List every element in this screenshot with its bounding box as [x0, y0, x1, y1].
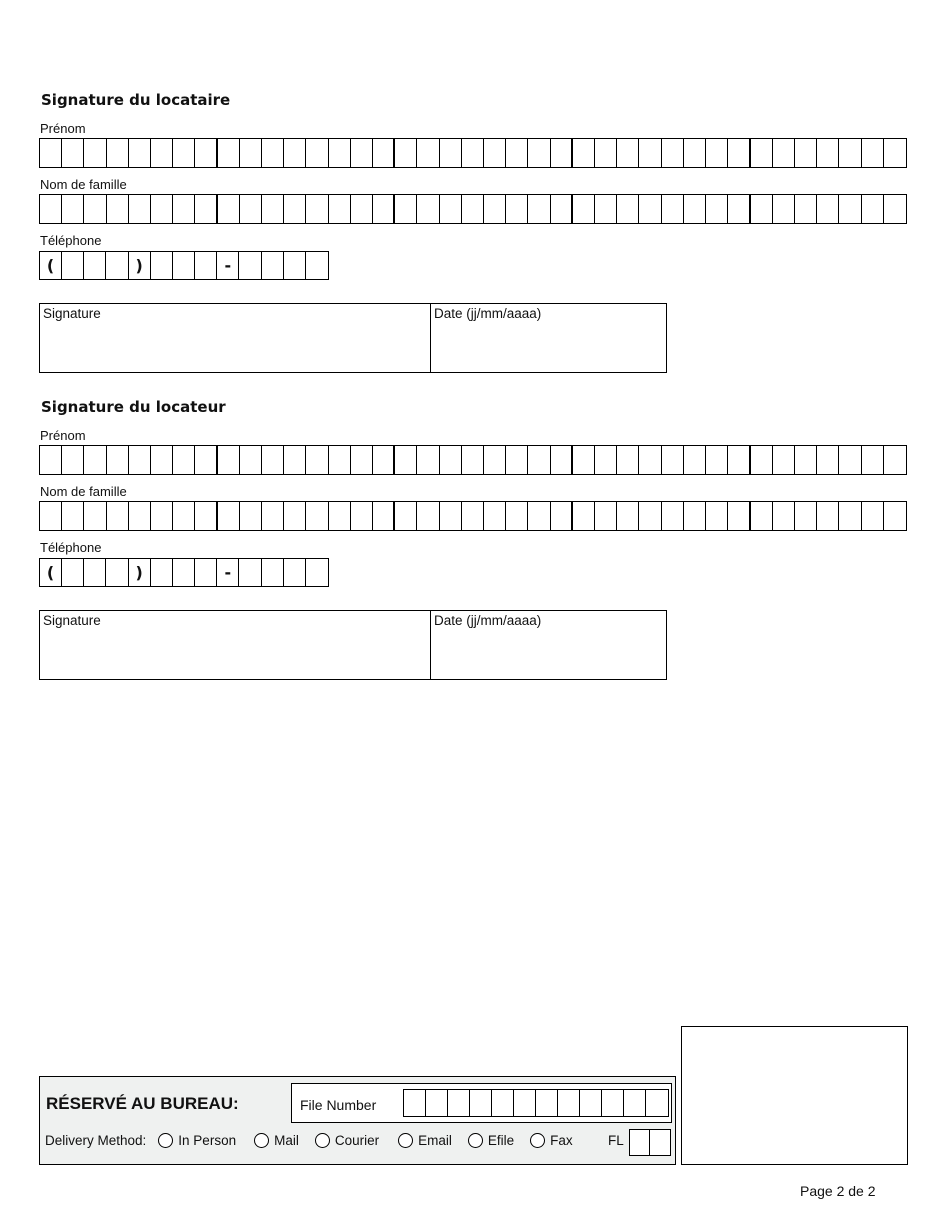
char-cell[interactable]	[62, 195, 84, 223]
char-cell[interactable]	[706, 139, 728, 167]
char-cell[interactable]	[373, 502, 395, 530]
char-cell[interactable]	[884, 195, 906, 223]
tenant-last-name-label: Nom de famille	[40, 177, 127, 192]
delivery-option-in-person[interactable]	[158, 1133, 236, 1148]
char-cell[interactable]	[417, 195, 439, 223]
char-cell[interactable]	[551, 502, 573, 530]
phone-digit-cell[interactable]	[62, 252, 84, 279]
char-cell[interactable]	[40, 139, 62, 167]
phone-digit-cell[interactable]	[106, 252, 128, 279]
landlord-last-name-field[interactable]	[39, 501, 907, 531]
delivery-option-mail[interactable]	[254, 1133, 299, 1148]
char-cell[interactable]	[218, 446, 240, 474]
phone-digit-cell[interactable]	[151, 252, 173, 279]
option-label: Efile	[487, 1133, 515, 1148]
signature-label: Signature	[43, 306, 101, 321]
char-cell[interactable]	[84, 139, 106, 167]
file-number-field[interactable]	[403, 1089, 669, 1117]
char-cell[interactable]	[84, 502, 106, 530]
char-cell[interactable]	[240, 195, 262, 223]
landlord-signature-field[interactable]	[40, 611, 431, 679]
file-number-cell[interactable]	[470, 1090, 492, 1116]
radio-icon[interactable]	[158, 1133, 173, 1148]
file-number-cell[interactable]	[426, 1090, 448, 1116]
char-cell[interactable]	[728, 195, 750, 223]
char-cell[interactable]	[40, 502, 62, 530]
delivery-option-fax[interactable]	[530, 1133, 573, 1148]
option-label: Fax	[550, 1133, 573, 1148]
phone-digit-cell[interactable]	[284, 559, 306, 586]
char-cell[interactable]	[884, 502, 906, 530]
fl-cell[interactable]	[650, 1130, 670, 1155]
char-cell[interactable]	[62, 139, 84, 167]
char-cell[interactable]	[595, 139, 617, 167]
char-cell[interactable]	[639, 139, 661, 167]
phone-digit-cell[interactable]	[84, 559, 106, 586]
phone-digit-cell[interactable]	[84, 252, 106, 279]
char-cell[interactable]	[506, 446, 528, 474]
char-cell[interactable]	[617, 195, 639, 223]
char-cell[interactable]	[195, 446, 217, 474]
char-cell[interactable]	[684, 195, 706, 223]
char-cell[interactable]	[417, 139, 439, 167]
char-cell[interactable]	[795, 446, 817, 474]
char-cell[interactable]	[306, 139, 328, 167]
char-cell[interactable]	[195, 502, 217, 530]
landlord-date-field[interactable]	[431, 611, 666, 679]
char-cell[interactable]	[839, 139, 861, 167]
char-cell[interactable]	[573, 446, 595, 474]
phone-digit-cell[interactable]	[195, 559, 217, 586]
char-cell[interactable]	[506, 502, 528, 530]
tenant-signature-block	[39, 303, 667, 373]
char-cell[interactable]	[862, 139, 884, 167]
char-cell[interactable]	[528, 502, 550, 530]
office-stamp-box	[681, 1026, 908, 1165]
phone-open-paren: (	[40, 252, 62, 279]
char-cell[interactable]	[417, 446, 439, 474]
delivery-option-courier[interactable]	[315, 1133, 379, 1148]
radio-icon[interactable]	[530, 1133, 545, 1148]
char-cell[interactable]	[62, 446, 84, 474]
char-cell[interactable]	[617, 446, 639, 474]
char-cell[interactable]	[40, 446, 62, 474]
char-cell[interactable]	[639, 195, 661, 223]
char-cell[interactable]	[617, 139, 639, 167]
phone-digit-cell[interactable]	[239, 252, 261, 279]
char-cell[interactable]	[351, 139, 373, 167]
char-cell[interactable]	[462, 446, 484, 474]
char-cell[interactable]	[639, 502, 661, 530]
char-cell[interactable]	[617, 502, 639, 530]
page-number: Page 2 de 2	[800, 1183, 876, 1199]
char-cell[interactable]	[773, 139, 795, 167]
char-cell[interactable]	[506, 195, 528, 223]
char-cell[interactable]	[862, 446, 884, 474]
char-cell[interactable]	[129, 195, 151, 223]
file-number-cell[interactable]	[602, 1090, 624, 1116]
char-cell[interactable]	[773, 195, 795, 223]
char-cell[interactable]	[751, 195, 773, 223]
char-cell[interactable]	[262, 139, 284, 167]
fl-cell[interactable]	[630, 1130, 650, 1155]
char-cell[interactable]	[129, 446, 151, 474]
landlord-first-name-field[interactable]	[39, 445, 907, 475]
char-cell[interactable]	[284, 502, 306, 530]
char-cell[interactable]	[284, 446, 306, 474]
char-cell[interactable]	[751, 446, 773, 474]
file-number-cell[interactable]	[536, 1090, 558, 1116]
char-cell[interactable]	[573, 502, 595, 530]
char-cell[interactable]	[262, 446, 284, 474]
char-cell[interactable]	[884, 139, 906, 167]
radio-icon[interactable]	[254, 1133, 269, 1148]
phone-digit-cell[interactable]	[173, 252, 195, 279]
tenant-phone-label: Téléphone	[40, 233, 102, 248]
char-cell[interactable]	[240, 502, 262, 530]
char-cell[interactable]	[84, 195, 106, 223]
char-cell[interactable]	[240, 446, 262, 474]
char-cell[interactable]	[62, 502, 84, 530]
landlord-first-name-label: Prénom	[40, 428, 86, 443]
char-cell[interactable]	[551, 195, 573, 223]
char-cell[interactable]	[107, 195, 129, 223]
char-cell[interactable]	[573, 195, 595, 223]
char-cell[interactable]	[595, 195, 617, 223]
phone-digit-cell[interactable]	[284, 252, 306, 279]
fl-field[interactable]	[629, 1129, 671, 1156]
char-cell[interactable]	[284, 195, 306, 223]
file-number-cell[interactable]	[558, 1090, 580, 1116]
char-cell[interactable]	[107, 446, 129, 474]
char-cell[interactable]	[639, 446, 661, 474]
char-cell[interactable]	[351, 502, 373, 530]
delivery-method-row	[45, 1133, 573, 1148]
char-cell[interactable]	[417, 502, 439, 530]
char-cell[interactable]	[329, 195, 351, 223]
char-cell[interactable]	[395, 446, 417, 474]
char-cell[interactable]	[373, 195, 395, 223]
char-cell[interactable]	[506, 139, 528, 167]
phone-digit-cell[interactable]	[306, 252, 328, 279]
char-cell[interactable]	[440, 195, 462, 223]
char-cell[interactable]	[129, 502, 151, 530]
landlord-phone-field[interactable]	[39, 558, 329, 587]
char-cell[interactable]	[395, 139, 417, 167]
phone-digit-cell[interactable]	[239, 559, 261, 586]
char-cell[interactable]	[107, 502, 129, 530]
char-cell[interactable]	[862, 502, 884, 530]
option-label: Courier	[334, 1133, 380, 1148]
char-cell[interactable]	[795, 195, 817, 223]
char-cell[interactable]	[440, 139, 462, 167]
char-cell[interactable]	[773, 502, 795, 530]
file-number-cell[interactable]	[448, 1090, 470, 1116]
file-number-cell[interactable]	[646, 1090, 668, 1116]
char-cell[interactable]	[107, 139, 129, 167]
char-cell[interactable]	[440, 446, 462, 474]
char-cell[interactable]	[817, 446, 839, 474]
signature-label: Signature	[43, 613, 101, 628]
tenant-first-name-label: Prénom	[40, 121, 86, 136]
option-label: In Person	[178, 1133, 237, 1148]
char-cell[interactable]	[528, 139, 550, 167]
phone-digit-cell[interactable]	[106, 559, 128, 586]
char-cell[interactable]	[595, 446, 617, 474]
office-use-title: RÉSERVÉ AU BUREAU:	[46, 1094, 239, 1113]
landlord-signature-block	[39, 610, 667, 680]
char-cell[interactable]	[773, 446, 795, 474]
file-number-cell[interactable]	[580, 1090, 602, 1116]
char-cell[interactable]	[684, 446, 706, 474]
radio-icon[interactable]	[468, 1133, 483, 1148]
phone-digit-cell[interactable]	[195, 252, 217, 279]
char-cell[interactable]	[262, 502, 284, 530]
char-cell[interactable]	[684, 139, 706, 167]
char-cell[interactable]	[684, 502, 706, 530]
tenant-first-name-field[interactable]	[39, 138, 907, 168]
phone-digit-cell[interactable]	[262, 559, 284, 586]
char-cell[interactable]	[484, 502, 506, 530]
char-cell[interactable]	[173, 502, 195, 530]
char-cell[interactable]	[706, 502, 728, 530]
fl-label: FL	[608, 1133, 624, 1148]
landlord-phone-label: Téléphone	[40, 540, 102, 555]
char-cell[interactable]	[484, 446, 506, 474]
char-cell[interactable]	[173, 446, 195, 474]
phone-digit-cell[interactable]	[151, 559, 173, 586]
char-cell[interactable]	[306, 502, 328, 530]
char-cell[interactable]	[728, 446, 750, 474]
char-cell[interactable]	[440, 502, 462, 530]
tenant-date-field[interactable]	[431, 304, 666, 372]
char-cell[interactable]	[662, 446, 684, 474]
char-cell[interactable]	[218, 502, 240, 530]
tenant-signature-field[interactable]	[40, 304, 431, 372]
radio-icon[interactable]	[315, 1133, 330, 1148]
char-cell[interactable]	[240, 139, 262, 167]
date-label: Date (jj/mm/aaaa)	[434, 306, 542, 321]
char-cell[interactable]	[329, 139, 351, 167]
char-cell[interactable]	[573, 139, 595, 167]
char-cell[interactable]	[462, 502, 484, 530]
char-cell[interactable]	[862, 195, 884, 223]
char-cell[interactable]	[462, 139, 484, 167]
char-cell[interactable]	[173, 195, 195, 223]
landlord-last-name-label: Nom de famille	[40, 484, 127, 499]
char-cell[interactable]	[662, 502, 684, 530]
option-label: Mail	[274, 1133, 299, 1148]
file-number-cell[interactable]	[404, 1090, 426, 1116]
char-cell[interactable]	[40, 195, 62, 223]
file-number-cell[interactable]	[624, 1090, 646, 1116]
phone-close-paren: )	[129, 252, 151, 279]
phone-digit-cell[interactable]	[262, 252, 284, 279]
char-cell[interactable]	[195, 195, 217, 223]
char-cell[interactable]	[218, 195, 240, 223]
file-number-box	[291, 1083, 672, 1123]
phone-dash: -	[217, 559, 239, 586]
char-cell[interactable]	[528, 195, 550, 223]
landlord-heading: Signature du locateur	[41, 398, 226, 416]
char-cell[interactable]	[395, 502, 417, 530]
char-cell[interactable]	[751, 502, 773, 530]
char-cell[interactable]	[284, 139, 306, 167]
char-cell[interactable]	[817, 139, 839, 167]
char-cell[interactable]	[151, 139, 173, 167]
char-cell[interactable]	[373, 139, 395, 167]
char-cell[interactable]	[151, 502, 173, 530]
char-cell[interactable]	[551, 446, 573, 474]
char-cell[interactable]	[595, 502, 617, 530]
char-cell[interactable]	[728, 502, 750, 530]
char-cell[interactable]	[484, 139, 506, 167]
delivery-method-label: Delivery Method:	[45, 1133, 147, 1148]
char-cell[interactable]	[884, 446, 906, 474]
char-cell[interactable]	[351, 446, 373, 474]
date-label: Date (jj/mm/aaaa)	[434, 613, 542, 628]
char-cell[interactable]	[351, 195, 373, 223]
tenant-heading: Signature du locataire	[41, 91, 231, 109]
phone-close-paren: )	[129, 559, 151, 586]
char-cell[interactable]	[173, 139, 195, 167]
char-cell[interactable]	[528, 446, 550, 474]
phone-digit-cell[interactable]	[306, 559, 328, 586]
delivery-option-efile[interactable]	[468, 1133, 514, 1148]
char-cell[interactable]	[662, 139, 684, 167]
char-cell[interactable]	[839, 446, 861, 474]
char-cell[interactable]	[795, 502, 817, 530]
char-cell[interactable]	[306, 195, 328, 223]
char-cell[interactable]	[373, 446, 395, 474]
char-cell[interactable]	[262, 195, 284, 223]
phone-open-paren: (	[40, 559, 62, 586]
char-cell[interactable]	[706, 195, 728, 223]
char-cell[interactable]	[151, 195, 173, 223]
file-number-label: File Number	[300, 1097, 377, 1113]
tenant-phone-field[interactable]	[39, 251, 329, 280]
char-cell[interactable]	[462, 195, 484, 223]
radio-icon[interactable]	[398, 1133, 413, 1148]
char-cell[interactable]	[817, 502, 839, 530]
delivery-option-email[interactable]	[398, 1133, 452, 1148]
char-cell[interactable]	[329, 502, 351, 530]
char-cell[interactable]	[706, 446, 728, 474]
char-cell[interactable]	[306, 446, 328, 474]
char-cell[interactable]	[84, 446, 106, 474]
char-cell[interactable]	[817, 195, 839, 223]
char-cell[interactable]	[329, 446, 351, 474]
char-cell[interactable]	[839, 195, 861, 223]
phone-digit-cell[interactable]	[173, 559, 195, 586]
char-cell[interactable]	[795, 139, 817, 167]
char-cell[interactable]	[484, 195, 506, 223]
char-cell[interactable]	[195, 139, 217, 167]
char-cell[interactable]	[129, 139, 151, 167]
phone-digit-cell[interactable]	[62, 559, 84, 586]
office-use-panel	[39, 1076, 676, 1165]
char-cell[interactable]	[395, 195, 417, 223]
phone-dash: -	[217, 252, 239, 279]
char-cell[interactable]	[728, 139, 750, 167]
file-number-cell[interactable]	[492, 1090, 514, 1116]
char-cell[interactable]	[662, 195, 684, 223]
char-cell[interactable]	[151, 446, 173, 474]
char-cell[interactable]	[839, 502, 861, 530]
option-label: Email	[418, 1133, 452, 1148]
file-number-cell[interactable]	[514, 1090, 536, 1116]
char-cell[interactable]	[751, 139, 773, 167]
tenant-last-name-field[interactable]	[39, 194, 907, 224]
char-cell[interactable]	[551, 139, 573, 167]
char-cell[interactable]	[218, 139, 240, 167]
